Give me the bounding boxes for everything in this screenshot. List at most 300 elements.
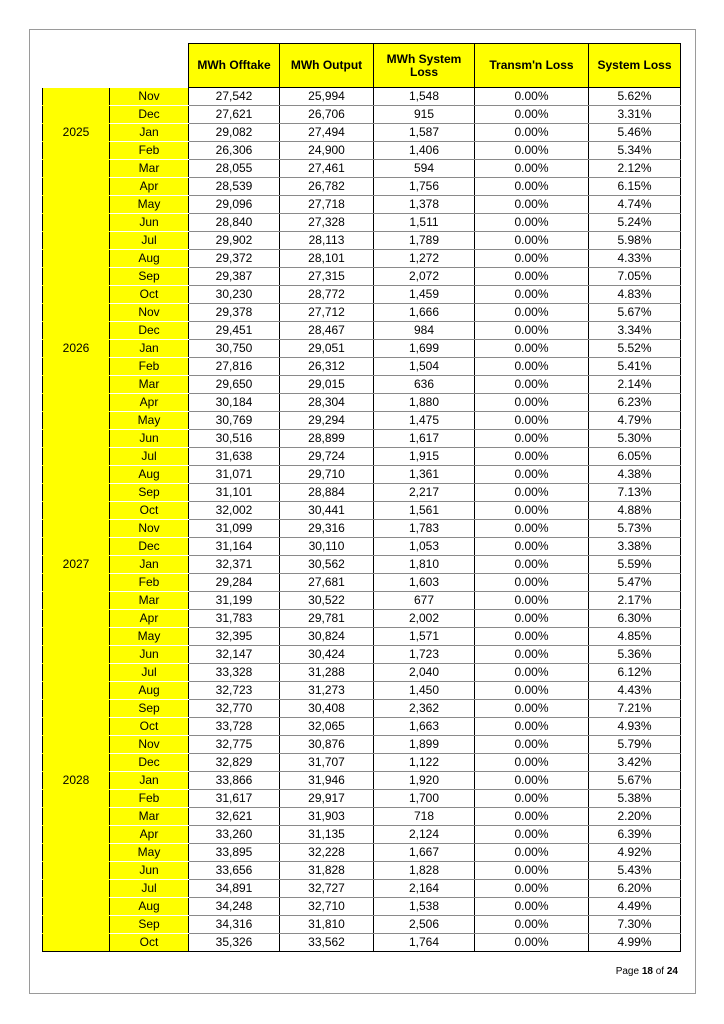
transmission-loss-cell: 0.00%	[475, 412, 589, 430]
transmission-loss-cell: 0.00%	[475, 574, 589, 592]
offtake-cell: 33,895	[189, 844, 280, 862]
year-cell	[43, 916, 110, 934]
transmission-loss-cell: 0.00%	[475, 754, 589, 772]
system-loss-pct-cell: 5.73%	[589, 520, 681, 538]
table-row	[43, 628, 681, 646]
transmission-loss-cell: 0.00%	[475, 484, 589, 502]
system-loss-pct-cell: 5.38%	[589, 790, 681, 808]
month-cell: Sep	[110, 916, 189, 934]
system-loss-mwh-cell: 1,783	[374, 520, 475, 538]
table-row	[43, 844, 681, 862]
transmission-loss-cell: 0.00%	[475, 376, 589, 394]
offtake-cell: 29,372	[189, 250, 280, 268]
output-cell: 29,051	[280, 340, 374, 358]
transmission-loss-cell: 0.00%	[475, 628, 589, 646]
table-row	[43, 178, 681, 196]
table-row	[43, 484, 681, 502]
system-loss-mwh-cell: 1,459	[374, 286, 475, 304]
offtake-cell: 30,769	[189, 412, 280, 430]
year-cell	[43, 142, 110, 160]
table-row	[43, 142, 681, 160]
offtake-cell: 29,378	[189, 304, 280, 322]
table-row	[43, 934, 681, 952]
system-loss-mwh-cell: 1,666	[374, 304, 475, 322]
system-loss-pct-cell: 3.42%	[589, 754, 681, 772]
transmission-loss-cell: 0.00%	[475, 178, 589, 196]
month-cell: Nov	[110, 736, 189, 754]
month-cell: Jun	[110, 430, 189, 448]
system-loss-mwh-cell: 1,504	[374, 358, 475, 376]
system-loss-pct-cell: 3.31%	[589, 106, 681, 124]
output-cell: 30,424	[280, 646, 374, 664]
system-loss-pct-cell: 5.98%	[589, 232, 681, 250]
output-cell: 30,522	[280, 592, 374, 610]
transmission-loss-header: Transm'n Loss	[475, 44, 589, 88]
system-loss-pct-cell: 2.14%	[589, 376, 681, 394]
page-number: 18	[641, 966, 653, 977]
system-loss-pct-cell: 7.21%	[589, 700, 681, 718]
offtake-cell: 31,071	[189, 466, 280, 484]
year-cell	[43, 358, 110, 376]
system-loss-mwh-cell: 1,700	[374, 790, 475, 808]
output-cell: 28,113	[280, 232, 374, 250]
table-row	[43, 682, 681, 700]
month-cell: Jun	[110, 214, 189, 232]
month-cell: May	[110, 196, 189, 214]
transmission-loss-cell: 0.00%	[475, 250, 589, 268]
year-header-blank	[43, 44, 110, 88]
year-cell	[43, 934, 110, 952]
table-row	[43, 592, 681, 610]
month-cell: Dec	[110, 538, 189, 556]
system-loss-pct-cell: 6.30%	[589, 610, 681, 628]
system-loss-mwh-cell: 2,217	[374, 484, 475, 502]
system-loss-mwh-cell: 2,002	[374, 610, 475, 628]
system-loss-mwh-cell: 1,789	[374, 232, 475, 250]
year-cell	[43, 106, 110, 124]
output-cell: 29,917	[280, 790, 374, 808]
year-cell: 2026	[43, 340, 110, 358]
offtake-cell: 32,371	[189, 556, 280, 574]
offtake-cell: 30,230	[189, 286, 280, 304]
output-cell: 32,710	[280, 898, 374, 916]
offtake-cell: 31,617	[189, 790, 280, 808]
offtake-cell: 30,750	[189, 340, 280, 358]
month-header-blank	[110, 44, 189, 88]
output-cell: 30,562	[280, 556, 374, 574]
year-cell	[43, 160, 110, 178]
offtake-cell: 27,816	[189, 358, 280, 376]
year-cell: 2025	[43, 124, 110, 142]
year-cell	[43, 700, 110, 718]
offtake-cell: 31,164	[189, 538, 280, 556]
year-cell	[43, 574, 110, 592]
system-loss-pct-cell: 5.34%	[589, 142, 681, 160]
output-cell: 27,718	[280, 196, 374, 214]
year-cell	[43, 664, 110, 682]
table-row	[43, 862, 681, 880]
transmission-loss-cell: 0.00%	[475, 268, 589, 286]
output-cell: 29,710	[280, 466, 374, 484]
output-cell: 28,467	[280, 322, 374, 340]
month-cell: Aug	[110, 250, 189, 268]
table-row	[43, 520, 681, 538]
system-loss-mwh-cell: 1,699	[374, 340, 475, 358]
system-loss-pct-cell: 4.74%	[589, 196, 681, 214]
page-footer	[616, 966, 678, 977]
page-label: Page	[615, 966, 640, 977]
output-cell: 30,441	[280, 502, 374, 520]
month-cell: Apr	[110, 394, 189, 412]
header-row	[43, 44, 681, 88]
output-cell: 31,946	[280, 772, 374, 790]
table-row	[43, 232, 681, 250]
system-loss-mwh-cell: 1,880	[374, 394, 475, 412]
month-cell: Dec	[110, 754, 189, 772]
month-cell: Dec	[110, 106, 189, 124]
system-loss-pct-cell: 4.99%	[589, 934, 681, 952]
system-loss-mwh-cell: 1,538	[374, 898, 475, 916]
month-cell: Feb	[110, 574, 189, 592]
transmission-loss-cell: 0.00%	[475, 106, 589, 124]
system-loss-pct-header: System Loss	[589, 44, 681, 88]
transmission-loss-cell: 0.00%	[475, 790, 589, 808]
system-loss-pct-cell: 6.20%	[589, 880, 681, 898]
table-row	[43, 106, 681, 124]
transmission-loss-cell: 0.00%	[475, 934, 589, 952]
output-cell: 27,328	[280, 214, 374, 232]
system-loss-mwh-cell: 2,164	[374, 880, 475, 898]
table-row	[43, 700, 681, 718]
offtake-cell: 33,328	[189, 664, 280, 682]
table-row	[43, 718, 681, 736]
year-cell	[43, 826, 110, 844]
year-cell: 2027	[43, 556, 110, 574]
table-row	[43, 268, 681, 286]
offtake-cell: 34,248	[189, 898, 280, 916]
transmission-loss-cell: 0.00%	[475, 448, 589, 466]
transmission-loss-cell: 0.00%	[475, 862, 589, 880]
table-row	[43, 574, 681, 592]
system-loss-mwh-cell: 1,603	[374, 574, 475, 592]
table-row	[43, 160, 681, 178]
year-cell	[43, 880, 110, 898]
output-cell: 30,408	[280, 700, 374, 718]
system-loss-pct-cell: 5.30%	[589, 430, 681, 448]
month-cell: Jun	[110, 862, 189, 880]
table-row	[43, 88, 681, 106]
year-cell	[43, 304, 110, 322]
table-row	[43, 286, 681, 304]
offtake-cell: 31,638	[189, 448, 280, 466]
table-row	[43, 124, 681, 142]
transmission-loss-cell: 0.00%	[475, 88, 589, 106]
system-loss-mwh-cell: 1,122	[374, 754, 475, 772]
system-loss-mwh-cell: 1,561	[374, 502, 475, 520]
output-cell: 28,884	[280, 484, 374, 502]
output-cell: 27,681	[280, 574, 374, 592]
system-loss-mwh-cell: 2,072	[374, 268, 475, 286]
table-row	[43, 538, 681, 556]
year-cell	[43, 196, 110, 214]
output-cell: 30,824	[280, 628, 374, 646]
system-loss-pct-cell: 5.43%	[589, 862, 681, 880]
transmission-loss-cell: 0.00%	[475, 142, 589, 160]
year-cell	[43, 268, 110, 286]
output-cell: 31,288	[280, 664, 374, 682]
transmission-loss-cell: 0.00%	[475, 826, 589, 844]
output-cell: 30,110	[280, 538, 374, 556]
year-cell: 2028	[43, 772, 110, 790]
offtake-cell: 32,770	[189, 700, 280, 718]
transmission-loss-cell: 0.00%	[475, 196, 589, 214]
transmission-loss-cell: 0.00%	[475, 538, 589, 556]
system-loss-mwh-header: MWh System Loss	[374, 44, 475, 88]
transmission-loss-cell: 0.00%	[475, 160, 589, 178]
system-loss-pct-cell: 6.39%	[589, 826, 681, 844]
output-cell: 27,315	[280, 268, 374, 286]
transmission-loss-cell: 0.00%	[475, 664, 589, 682]
offtake-cell: 28,840	[189, 214, 280, 232]
year-cell	[43, 682, 110, 700]
offtake-cell: 31,199	[189, 592, 280, 610]
output-cell: 24,900	[280, 142, 374, 160]
offtake-cell: 33,260	[189, 826, 280, 844]
month-cell: Jul	[110, 664, 189, 682]
system-loss-pct-cell: 4.93%	[589, 718, 681, 736]
system-loss-pct-cell: 5.41%	[589, 358, 681, 376]
month-cell: Feb	[110, 358, 189, 376]
system-loss-mwh-cell: 1,667	[374, 844, 475, 862]
transmission-loss-cell: 0.00%	[475, 286, 589, 304]
year-cell	[43, 430, 110, 448]
output-cell: 26,782	[280, 178, 374, 196]
system-loss-mwh-cell: 1,475	[374, 412, 475, 430]
transmission-loss-cell: 0.00%	[475, 610, 589, 628]
system-loss-mwh-cell: 1,053	[374, 538, 475, 556]
offtake-cell: 29,451	[189, 322, 280, 340]
month-cell: Nov	[110, 520, 189, 538]
system-loss-pct-cell: 5.67%	[589, 304, 681, 322]
offtake-cell: 35,326	[189, 934, 280, 952]
system-loss-mwh-cell: 1,899	[374, 736, 475, 754]
system-loss-pct-cell: 7.13%	[589, 484, 681, 502]
system-loss-mwh-cell: 984	[374, 322, 475, 340]
system-loss-pct-cell: 5.47%	[589, 574, 681, 592]
table-row	[43, 304, 681, 322]
table-row	[43, 898, 681, 916]
system-loss-pct-cell: 6.23%	[589, 394, 681, 412]
system-loss-pct-cell: 4.83%	[589, 286, 681, 304]
output-cell: 30,876	[280, 736, 374, 754]
offtake-cell: 32,621	[189, 808, 280, 826]
system-loss-pct-cell: 7.30%	[589, 916, 681, 934]
system-loss-mwh-cell: 1,617	[374, 430, 475, 448]
output-cell: 26,706	[280, 106, 374, 124]
year-cell	[43, 250, 110, 268]
month-cell: Jun	[110, 646, 189, 664]
month-cell: May	[110, 628, 189, 646]
system-loss-pct-cell: 5.36%	[589, 646, 681, 664]
year-cell	[43, 520, 110, 538]
system-loss-pct-cell: 4.85%	[589, 628, 681, 646]
table-row	[43, 196, 681, 214]
year-cell	[43, 538, 110, 556]
transmission-loss-cell: 0.00%	[475, 844, 589, 862]
transmission-loss-cell: 0.00%	[475, 772, 589, 790]
output-cell: 31,810	[280, 916, 374, 934]
output-cell: 31,135	[280, 826, 374, 844]
transmission-loss-cell: 0.00%	[475, 682, 589, 700]
month-cell: Oct	[110, 718, 189, 736]
output-cell: 29,316	[280, 520, 374, 538]
transmission-loss-cell: 0.00%	[475, 556, 589, 574]
year-cell	[43, 790, 110, 808]
month-cell: Jul	[110, 232, 189, 250]
table-row	[43, 826, 681, 844]
table-row	[43, 322, 681, 340]
system-loss-pct-cell: 5.52%	[589, 340, 681, 358]
system-loss-mwh-cell: 1,756	[374, 178, 475, 196]
system-loss-pct-cell: 4.49%	[589, 898, 681, 916]
month-cell: Jan	[110, 340, 189, 358]
year-cell	[43, 88, 110, 106]
system-loss-mwh-cell: 1,378	[374, 196, 475, 214]
offtake-cell: 29,650	[189, 376, 280, 394]
system-loss-mwh-cell: 1,450	[374, 682, 475, 700]
system-loss-pct-cell: 5.46%	[589, 124, 681, 142]
table-row	[43, 430, 681, 448]
month-cell: Jan	[110, 556, 189, 574]
system-loss-pct-cell: 5.62%	[589, 88, 681, 106]
offtake-cell: 32,395	[189, 628, 280, 646]
month-cell: Apr	[110, 178, 189, 196]
table-row	[43, 502, 681, 520]
table-row	[43, 448, 681, 466]
transmission-loss-cell: 0.00%	[475, 304, 589, 322]
month-cell: Apr	[110, 610, 189, 628]
transmission-loss-cell: 0.00%	[475, 430, 589, 448]
system-loss-pct-cell: 4.92%	[589, 844, 681, 862]
month-cell: Mar	[110, 376, 189, 394]
output-cell: 28,101	[280, 250, 374, 268]
system-loss-mwh-cell: 1,361	[374, 466, 475, 484]
output-cell: 27,712	[280, 304, 374, 322]
year-cell	[43, 322, 110, 340]
month-cell: Oct	[110, 286, 189, 304]
output-cell: 31,828	[280, 862, 374, 880]
offtake-cell: 30,184	[189, 394, 280, 412]
year-cell	[43, 502, 110, 520]
offtake-cell: 32,002	[189, 502, 280, 520]
year-cell	[43, 484, 110, 502]
year-cell	[43, 862, 110, 880]
system-loss-mwh-cell: 1,571	[374, 628, 475, 646]
system-loss-mwh-cell: 1,810	[374, 556, 475, 574]
offtake-cell: 27,621	[189, 106, 280, 124]
transmission-loss-cell: 0.00%	[475, 520, 589, 538]
month-cell: Apr	[110, 826, 189, 844]
year-cell	[43, 628, 110, 646]
transmission-loss-cell: 0.00%	[475, 592, 589, 610]
offtake-cell: 26,306	[189, 142, 280, 160]
year-cell	[43, 808, 110, 826]
table-row	[43, 664, 681, 682]
offtake-cell: 34,316	[189, 916, 280, 934]
system-loss-mwh-cell: 677	[374, 592, 475, 610]
year-cell	[43, 718, 110, 736]
system-loss-pct-cell: 3.38%	[589, 538, 681, 556]
month-cell: Mar	[110, 160, 189, 178]
output-cell: 31,707	[280, 754, 374, 772]
year-cell	[43, 610, 110, 628]
month-cell: Oct	[110, 502, 189, 520]
offtake-cell: 34,891	[189, 880, 280, 898]
offtake-cell: 33,656	[189, 862, 280, 880]
offtake-cell: 32,775	[189, 736, 280, 754]
table-row	[43, 916, 681, 934]
transmission-loss-cell: 0.00%	[475, 736, 589, 754]
year-cell	[43, 844, 110, 862]
page-total: 24	[666, 966, 678, 977]
month-cell: Nov	[110, 304, 189, 322]
output-cell: 25,994	[280, 88, 374, 106]
table-row	[43, 754, 681, 772]
system-loss-pct-cell: 6.12%	[589, 664, 681, 682]
transmission-loss-cell: 0.00%	[475, 214, 589, 232]
system-loss-mwh-cell: 1,828	[374, 862, 475, 880]
offtake-header: MWh Offtake	[189, 44, 280, 88]
output-cell: 27,494	[280, 124, 374, 142]
year-cell	[43, 232, 110, 250]
output-cell: 32,228	[280, 844, 374, 862]
output-cell: 32,065	[280, 718, 374, 736]
system-loss-mwh-cell: 1,723	[374, 646, 475, 664]
transmission-loss-cell: 0.00%	[475, 718, 589, 736]
offtake-cell: 31,783	[189, 610, 280, 628]
transmission-loss-cell: 0.00%	[475, 502, 589, 520]
system-loss-mwh-cell: 594	[374, 160, 475, 178]
month-cell: Nov	[110, 88, 189, 106]
offtake-cell: 28,539	[189, 178, 280, 196]
year-cell	[43, 286, 110, 304]
output-cell: 29,015	[280, 376, 374, 394]
system-loss-mwh-cell: 1,663	[374, 718, 475, 736]
offtake-cell: 33,866	[189, 772, 280, 790]
system-loss-pct-cell: 4.38%	[589, 466, 681, 484]
output-cell: 28,899	[280, 430, 374, 448]
year-cell	[43, 646, 110, 664]
offtake-cell: 30,516	[189, 430, 280, 448]
transmission-loss-cell: 0.00%	[475, 232, 589, 250]
table-row	[43, 790, 681, 808]
month-cell: Mar	[110, 808, 189, 826]
table-row	[43, 556, 681, 574]
year-cell	[43, 448, 110, 466]
transmission-loss-cell: 0.00%	[475, 898, 589, 916]
table-body	[43, 88, 681, 952]
transmission-loss-cell: 0.00%	[475, 340, 589, 358]
month-cell: Aug	[110, 682, 189, 700]
month-cell: Feb	[110, 790, 189, 808]
offtake-cell: 31,099	[189, 520, 280, 538]
output-cell: 29,724	[280, 448, 374, 466]
system-loss-mwh-cell: 718	[374, 808, 475, 826]
offtake-cell: 33,728	[189, 718, 280, 736]
system-loss-pct-cell: 4.43%	[589, 682, 681, 700]
month-cell: Aug	[110, 466, 189, 484]
output-cell: 28,304	[280, 394, 374, 412]
